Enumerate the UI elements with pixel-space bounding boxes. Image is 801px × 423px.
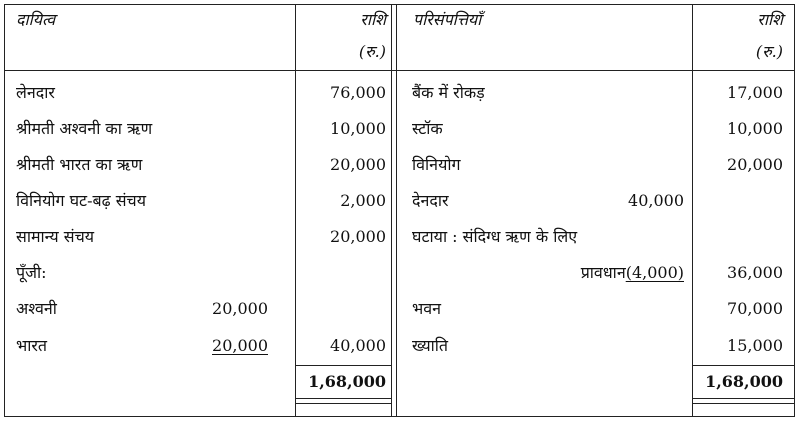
liability-label: अश्वनी (16, 299, 57, 318)
amount-unit-left: (रु.) (358, 42, 386, 61)
asset-amount: 20,000 (727, 155, 783, 174)
asset-amount: 36,000 (727, 263, 783, 282)
liability-label: सामान्य संचय (16, 227, 95, 246)
amount-heading-right: राशि (757, 10, 783, 29)
total-double-rule (692, 398, 795, 399)
asset-label: ख्याति (412, 336, 449, 355)
asset-label: विनियोग (412, 155, 461, 174)
liability-label: विनियोग घट-बढ़ संचय (16, 191, 146, 210)
liability-sub-amount: 20,000 (212, 336, 268, 355)
amount-heading-left: राशि (360, 10, 386, 29)
asset-label: देनदार (412, 191, 449, 210)
asset-label: स्टॉक (412, 119, 443, 138)
total-double-rule (295, 398, 391, 399)
total-double-rule (692, 403, 795, 404)
asset-sub-amount: 40,000 (628, 191, 684, 210)
column-divider (396, 4, 397, 417)
asset-label: बैंक में रोकड़ (412, 83, 485, 102)
asset-amount: 15,000 (727, 336, 783, 355)
total-rule (295, 365, 391, 366)
liabilities-heading: दायित्व (16, 10, 56, 29)
amount-unit-right: (रु.) (755, 42, 783, 61)
liability-amount: 2,000 (340, 191, 386, 210)
liability-amount: 10,000 (330, 119, 386, 138)
liability-amount: 20,000 (330, 227, 386, 246)
liability-label: श्रीमती भारत का ऋण (16, 155, 143, 174)
asset-label: घटाया : संदिग्ध ऋण के लिए (412, 227, 578, 246)
liability-amount: 20,000 (330, 155, 386, 174)
total-rule (692, 365, 795, 366)
liability-amount: 76,000 (330, 83, 386, 102)
liability-label: पूँजी: (16, 263, 47, 282)
liability-sub-amount: 20,000 (212, 299, 268, 318)
header-rule (4, 70, 795, 71)
asset-amount: 70,000 (727, 299, 783, 318)
assets-total: 1,68,000 (705, 372, 783, 391)
column-divider (391, 4, 392, 417)
liabilities-total: 1,68,000 (308, 372, 386, 391)
asset-sub-amount: (4,000) (625, 263, 684, 282)
liability-label: भारत (16, 336, 48, 355)
asset-label: भवन (412, 299, 442, 318)
asset-amount: 10,000 (727, 119, 783, 138)
provision-line (480, 263, 684, 283)
asset-label: प्रावधान (580, 263, 626, 282)
liability-label: श्रीमती अश्वनी का ऋण (16, 119, 153, 138)
liability-amount: 40,000 (330, 336, 386, 355)
liability-label: लेनदार (16, 83, 55, 102)
total-double-rule (295, 403, 391, 404)
asset-amount: 17,000 (727, 83, 783, 102)
assets-heading: परिसंपत्तियाँ (413, 10, 482, 29)
